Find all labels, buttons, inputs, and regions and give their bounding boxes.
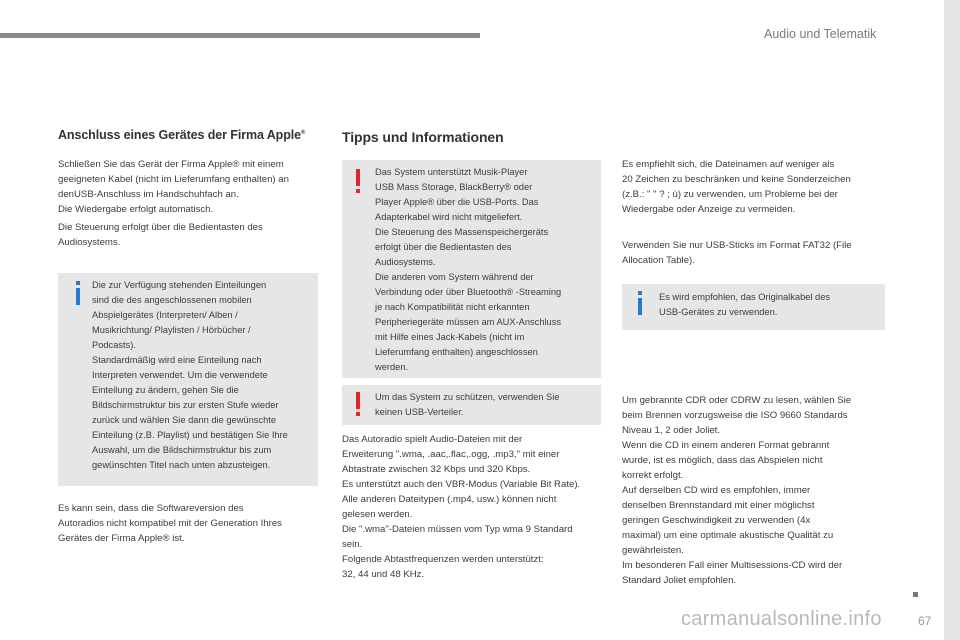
software-paragraph bbox=[58, 501, 282, 546]
text-line: Einteilung zu ändern, gehen Sie die bbox=[92, 385, 239, 395]
text-line: Auf derselben CD wird es empfohlen, immer bbox=[622, 485, 811, 496]
text-line: Die zur Verfügung stehenden Einteilungen bbox=[92, 280, 267, 290]
text-line: Die Steuerung erfolgt über die Bedientasten des bbox=[58, 222, 263, 233]
text-line: korrekt erfolgt. bbox=[622, 470, 684, 481]
text-line: denUSB-Anschluss im Handschuhfach an. bbox=[58, 189, 239, 200]
info-box-categories bbox=[58, 273, 318, 486]
text-line: Lieferumfang enthalten) angeschlossen bbox=[375, 347, 538, 357]
text-line: Einteilung (z.B. Playlist) und bestätigen Sie Ihre bbox=[92, 430, 288, 440]
text-line: beim Brennen vorzugsweise die ISO 9660 Standards bbox=[622, 410, 848, 421]
left-heading-sup: ® bbox=[300, 129, 306, 136]
text-line: 32, 44 und 48 KHz. bbox=[342, 569, 425, 580]
info-icon bbox=[638, 298, 642, 315]
cd-paragraph bbox=[622, 393, 851, 588]
section-title: Audio und Telematik bbox=[764, 27, 877, 41]
text-line: 20 Zeichen zu beschränken und keine Sonderzeichen bbox=[622, 174, 851, 185]
info-box-original-cable bbox=[622, 284, 885, 330]
text-line: Schließen Sie das Gerät der Firma Apple® mit einem bbox=[58, 159, 284, 170]
text-line: gewünschten Titel nach unten abzusteigen. bbox=[92, 460, 271, 470]
text-line: Alle anderen Dateitypen (.mp4, usw.) können nicht bbox=[342, 494, 557, 505]
text-line: Das Autoradio spielt Audio-Dateien mit der bbox=[342, 434, 523, 445]
text-line: sein. bbox=[342, 539, 363, 550]
left-heading bbox=[58, 128, 305, 142]
text-line: Das System unterstützt Musik-Player bbox=[375, 167, 528, 177]
page-number: 67 bbox=[918, 614, 932, 628]
text-line: Bildschirmstruktur bis zur ersten Stufe wieder bbox=[92, 400, 279, 410]
text-line: erfolgt über die Bedientasten des bbox=[375, 242, 512, 252]
text-line: Erweiterung ".wma, .aac,.flac,.ogg, .mp3," mit einer bbox=[342, 449, 560, 460]
text-line: Podcasts). bbox=[92, 340, 136, 350]
text-line: Autoradios nicht kompatibel mit der Generation Ihres bbox=[58, 518, 282, 529]
text-line: Verbindung oder über Bluetooth® -Streaming bbox=[375, 287, 562, 297]
text-line: Audiosystems. bbox=[58, 237, 121, 248]
info-icon bbox=[76, 288, 80, 305]
text-line: wurde, ist es möglich, dass das Abspielen nicht bbox=[622, 455, 823, 466]
text-line: Im besonderen Fall einer Multisessions-CD wird der bbox=[622, 560, 843, 571]
text-line: Folgende Abtastfrequenzen werden unterstützt: bbox=[342, 554, 544, 565]
page-edge-strip bbox=[944, 0, 960, 640]
text-line: gelesen werden. bbox=[342, 509, 413, 520]
text-line: denselben Brennstandard mit einer möglichst bbox=[622, 500, 815, 511]
text-line: werden. bbox=[375, 362, 409, 372]
text-line: Die Wiedergabe erfolgt automatisch. bbox=[58, 204, 214, 215]
text-line: zurück und wählen Sie dann die gewünschte bbox=[92, 415, 276, 425]
warning-box-usb-players bbox=[342, 160, 601, 378]
text-line: gewährleisten. bbox=[622, 545, 684, 556]
warning-box-usb-hub-text bbox=[375, 390, 559, 420]
text-line: je nach Kompatibilität nicht erkannten bbox=[375, 302, 530, 312]
text-line: USB-Gerätes zu verwenden. bbox=[659, 307, 778, 317]
text-line: Allocation Table). bbox=[622, 255, 695, 266]
warning-box-usb-hub bbox=[342, 385, 601, 425]
text-line: Wiedergabe oder Anzeige zu vermeiden. bbox=[622, 204, 796, 215]
text-line: sind die des angeschlossenen mobilen bbox=[92, 295, 252, 305]
warning-box-usb-players-text bbox=[375, 165, 561, 375]
text-line: Um das System zu schützen, verwenden Sie bbox=[375, 392, 560, 402]
text-line: mit Hilfe eines Jack-Kabels (nicht im bbox=[375, 332, 525, 342]
warning-icon bbox=[356, 392, 360, 409]
text-line: Auswahl, um die Bildschirmstruktur bis zum bbox=[92, 445, 272, 455]
text-line: Peripheriegeräte müssen am AUX-Anschluss bbox=[375, 317, 562, 327]
text-line: Die anderen vom System während der bbox=[375, 272, 534, 282]
text-line: Es kann sein, dass die Softwareversion des bbox=[58, 503, 244, 514]
text-line: Um gebrannte CDR oder CDRW zu lesen, wählen Sie bbox=[622, 395, 852, 406]
text-line: Die Steuerung des Massenspeichergeräts bbox=[375, 227, 549, 237]
text-line: geeigneten Kabel (nicht im Lieferumfang enthalten) an bbox=[58, 174, 289, 185]
filenames-paragraph bbox=[622, 157, 851, 217]
middle-heading: Tipps und Informationen bbox=[342, 129, 504, 145]
text-line: Es empfiehlt sich, die Dateinamen auf weniger als bbox=[622, 159, 835, 170]
text-line: Es wird empfohlen, das Originalkabel des bbox=[659, 292, 831, 302]
text-line: Wenn die CD in einem anderen Format gebrannt bbox=[622, 440, 830, 451]
text-line: Audiosystems. bbox=[375, 257, 436, 267]
info-box-categories-text bbox=[92, 278, 288, 473]
header-rule bbox=[0, 33, 480, 38]
text-line: keinen USB-Verteiler. bbox=[375, 407, 464, 417]
text-line: (z.B.: " " ? ; ù) zu verwenden, um Probleme bei der bbox=[622, 189, 838, 200]
text-line: Musikrichtung/ Playlisten / Hörbücher / bbox=[92, 325, 251, 335]
text-line: Die ".wma"-Dateien müssen vom Typ wma 9 Standard bbox=[342, 524, 573, 535]
text-line: Player Apple® über die USB-Ports. Das bbox=[375, 197, 539, 207]
text-line: Verwenden Sie nur USB-Sticks im Format FAT32 (File bbox=[622, 240, 852, 251]
text-line: Interpreten verwendet. Um die verwendete bbox=[92, 370, 268, 380]
apple-intro-paragraph bbox=[58, 157, 289, 217]
text-line: Abspielgerätes (Interpreten/ Alben / bbox=[92, 310, 238, 320]
text-line: Es unterstützt auch den VBR-Modus (Variable Bit Rate). bbox=[342, 479, 581, 490]
info-box-original-cable-text bbox=[659, 290, 830, 320]
formats-paragraph bbox=[342, 432, 580, 582]
fat32-paragraph bbox=[622, 238, 852, 268]
steering-paragraph bbox=[58, 220, 263, 250]
text-line: geringen Geschwindigkeit zu verwenden (4x bbox=[622, 515, 811, 526]
left-heading-text: Anschluss eines Gerätes der Firma Apple bbox=[58, 128, 301, 142]
end-marker bbox=[913, 592, 918, 597]
warning-icon bbox=[356, 169, 360, 186]
text-line: Adapterkabel wird nicht mitgeliefert. bbox=[375, 212, 523, 222]
text-line: Niveau 1, 2 oder Joliet. bbox=[622, 425, 721, 436]
text-line: Gerätes der Firma Apple® ist. bbox=[58, 533, 185, 544]
text-line: Standardmäßig wird eine Einteilung nach bbox=[92, 355, 262, 365]
text-line: maximal) um eine optimale akustische Qualität zu bbox=[622, 530, 834, 541]
text-line: Standard Joliet empfohlen. bbox=[622, 575, 737, 586]
text-line: USB Mass Storage, BlackBerry® oder bbox=[375, 182, 533, 192]
text-line: Abtastrate zwischen 32 Kbps und 320 Kbps. bbox=[342, 464, 531, 475]
watermark: carmanualsonline.info bbox=[681, 608, 882, 630]
